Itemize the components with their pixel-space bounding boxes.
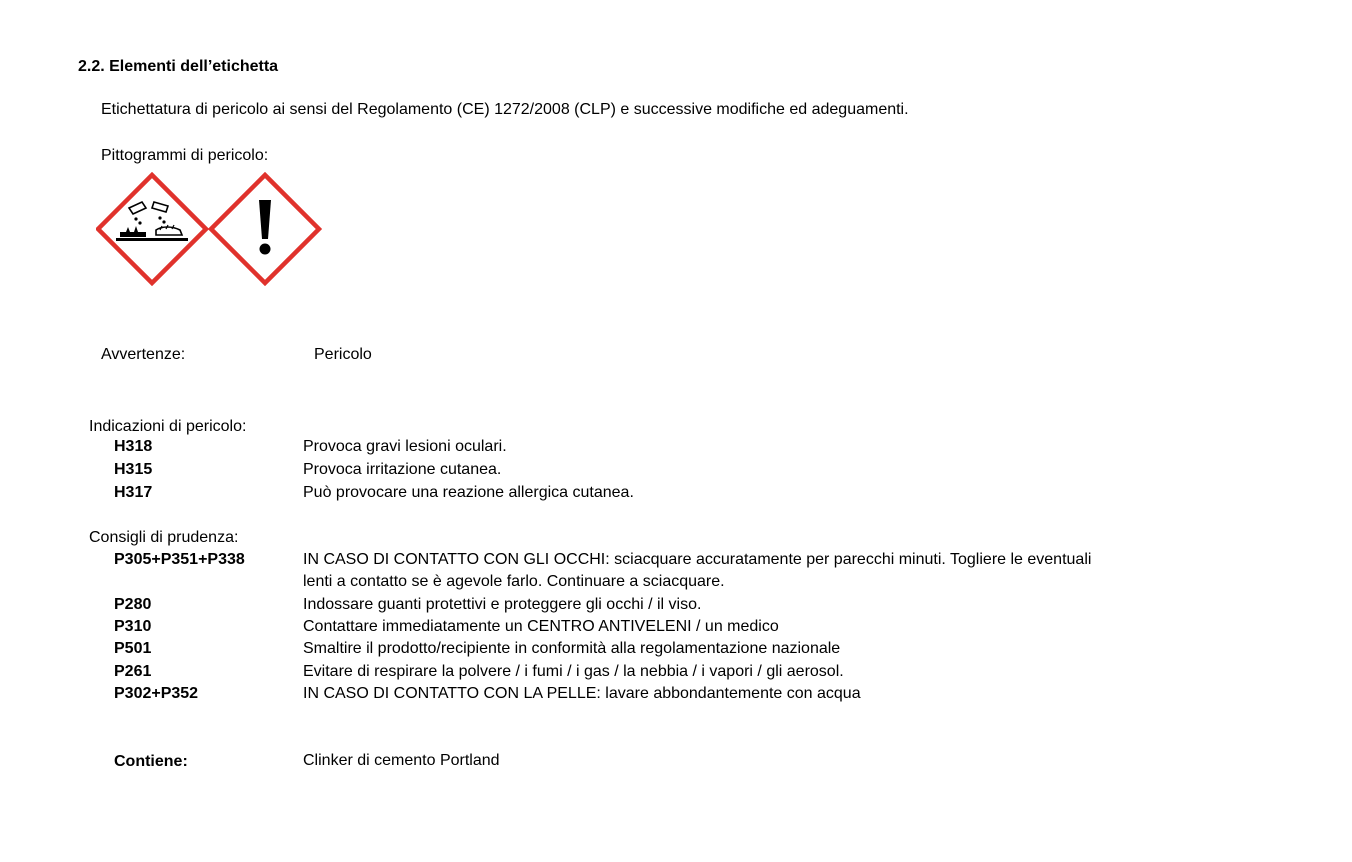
contains-label: Contiene: — [114, 753, 188, 770]
hazard-code: H317 — [114, 484, 153, 501]
exclamation-mark-pictogram-icon — [211, 175, 319, 283]
pictograms-label: Pittogrammi di pericolo: — [101, 147, 269, 164]
hazard-code: H318 — [114, 438, 153, 455]
hazard-text: Provoca irritazione cutanea. — [303, 461, 502, 478]
hazard-code: H315 — [114, 461, 153, 478]
precaution-code: P261 — [114, 663, 152, 680]
precaution-text: IN CASO DI CONTATTO CON GLI OCCHI: sciacquare accuratamente per parecchi minuti. Togliere le eventuali — [303, 551, 1092, 568]
precaution-text: Evitare di respirare la polvere / i fumi / i gas / la nebbia / i vapori / gli aerosol. — [303, 663, 844, 680]
precaution-text: IN CASO DI CONTATTO CON LA PELLE: lavare abbondantemente con acqua — [303, 685, 861, 702]
precaution-row — [0, 641, 1352, 663]
precaution-text: Smaltire il prodotto/recipiente in conformità alla regolamentazione nazionale — [303, 640, 841, 657]
hazard-row — [0, 485, 1352, 507]
pictograms — [96, 172, 322, 286]
hazard-text: Può provocare una reazione allergica cutanea. — [303, 484, 634, 501]
signal-word: Pericolo — [314, 346, 372, 363]
precaution-text: Contattare immediatamente un CENTRO ANTIVELENI / un medico — [303, 618, 779, 635]
precaution-code: P305+P351+P338 — [114, 551, 245, 568]
precaution-row — [0, 597, 1352, 619]
precaution-code: P302+P352 — [114, 685, 199, 702]
precaution-row — [0, 619, 1352, 641]
contains-value: Clinker di cemento Portland — [303, 752, 500, 769]
precaution-code: P501 — [114, 640, 152, 657]
precaution-row — [0, 664, 1352, 686]
warning-label: Avvertenze: — [101, 346, 186, 363]
precautionary-statements-title: Consigli di prudenza: — [89, 529, 239, 546]
intro-text: Etichettatura di pericolo ai sensi del Regolamento (CE) 1272/2008 (CLP) e successive modifiche ed adeguamenti. — [101, 101, 909, 118]
corrosion-pictogram-icon — [98, 175, 206, 283]
precaution-text-continued: lenti a contatto se è agevole farlo. Continuare a sciacquare. — [303, 573, 725, 590]
hazard-text: Provoca gravi lesioni oculari. — [303, 438, 507, 455]
hazard-row — [0, 439, 1352, 461]
precaution-code: P310 — [114, 618, 152, 635]
precaution-row — [0, 552, 1352, 596]
hazard-row — [0, 462, 1352, 484]
precaution-code: P280 — [114, 596, 152, 613]
section-title: 2.2. Elementi dell’etichetta — [78, 58, 279, 75]
hazard-statements-title: Indicazioni di pericolo: — [89, 418, 247, 435]
precaution-row — [0, 686, 1352, 708]
precaution-text: Indossare guanti protettivi e proteggere gli occhi / il viso. — [303, 596, 702, 613]
